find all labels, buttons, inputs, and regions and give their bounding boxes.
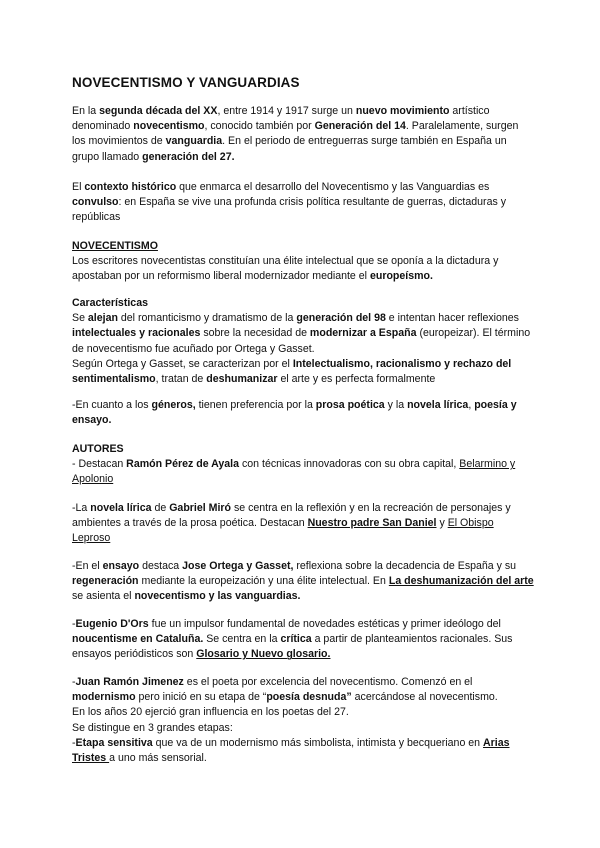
bold-text: generación del 27.	[142, 150, 235, 163]
text: . En el periodo de entreguerras surge también en España un grupo llamado	[72, 135, 507, 163]
text: En la	[72, 105, 100, 117]
text: -	[72, 676, 76, 688]
text: Se centra en la	[203, 633, 281, 646]
generos-paragraph	[72, 398, 534, 428]
text: del romanticismo y dramatismo de la	[117, 312, 297, 325]
section-heading: AUTORES	[72, 443, 124, 455]
text: el arte y es perfecta formalmente	[277, 373, 436, 386]
section-heading: Características	[72, 297, 148, 309]
bold-text: europeísmo.	[369, 270, 433, 283]
text: acercándose al novecentismo.	[351, 691, 498, 704]
bold-text: modernizar a España	[309, 327, 417, 340]
intro-paragraph	[72, 104, 534, 165]
bold-text: prosa poética	[315, 399, 385, 411]
bold-text: poesía y ensayo.	[72, 399, 517, 427]
bold-text: convulso	[72, 196, 119, 209]
text: a partir de planteamientos racionales. Sus ensayos periódisticos son	[72, 633, 513, 661]
bold-text: deshumanizar	[206, 373, 278, 386]
autores-miro	[72, 501, 534, 547]
bold-text: Intelectualismo, racionalismo y rechazo del sentimentalismo	[72, 357, 512, 386]
text: , entre 1914 y 1917 surge un	[217, 105, 356, 117]
text: Se	[72, 312, 88, 325]
text: con técnicas innovadoras con su obra capital,	[239, 458, 460, 471]
text: de	[151, 502, 170, 514]
book-link[interactable]: La deshumanización del arte	[388, 575, 534, 588]
bold-text: modernismo	[72, 691, 136, 704]
bold-text: generación del 98	[296, 312, 386, 325]
bold-text: novecentismo y las vanguardias.	[134, 590, 301, 603]
bold-text: ensayo	[102, 560, 140, 572]
text: En los años 20 ejerció gran influencia en los poetas del 27.	[72, 706, 349, 719]
book-link[interactable]: Nuestro padre San Daniel	[307, 517, 437, 530]
text: a uno más sensorial.	[109, 752, 207, 765]
text: pero inició en su etapa de “	[135, 691, 267, 704]
text: - Destacan	[72, 458, 127, 471]
text: y la	[384, 399, 408, 411]
bold-text: Juan Ramón Jimenez	[75, 676, 184, 688]
text: fue un impulsor fundamental de novedades estéticas y primer ideólogo del	[148, 618, 501, 630]
text: e intentan hacer reflexiones	[385, 312, 519, 325]
text: que va de un modernismo más simbolista, intimista y becqueriano en	[152, 736, 484, 749]
book-link[interactable]: Arias Tristes	[72, 736, 510, 765]
text: artístico denominado	[72, 105, 490, 133]
text: Se distingue en 3 grandes etapas:	[72, 721, 233, 734]
bold-text: regeneración	[72, 575, 139, 588]
section-heading: NOVECENTISMO	[72, 240, 158, 252]
bold-text: novecentismo	[133, 120, 205, 133]
text: . Paralelamente, surgen los movimientos de	[72, 120, 519, 148]
autores-ayala	[72, 442, 534, 488]
bold-text: Gabriel Miró	[169, 502, 231, 514]
bold-text: novela lírica	[90, 502, 152, 514]
text: se centra en la reflexión y en la recreación de personajes y ambientes a través de la prosa poética. Destacan	[72, 502, 511, 530]
text: Los escritores novecentistas constituían una élite intelectual que se oponía a la dictadura y apostaban por un reformismo liberal modernizador mediante el	[72, 255, 499, 283]
text: -En cuanto a los	[72, 399, 152, 411]
book-link[interactable]: Belarmino y Apolonio	[72, 458, 516, 486]
text: : en España se vive una profunda crisis política resultante de guerras, dictaduras y repúblicas	[72, 196, 506, 224]
bold-text: Eugenio D'Ors	[75, 618, 149, 630]
text: ,	[468, 399, 475, 411]
text: El	[72, 181, 85, 193]
bold-text: contexto histórico	[84, 181, 177, 193]
text: mediante la europeización y una élite intelectual. En	[138, 575, 389, 588]
bold-text: poesía desnuda”	[266, 691, 352, 704]
bold-text: alejan	[87, 312, 118, 325]
book-link[interactable]: Glosario y Nuevo glosario.	[196, 648, 331, 661]
book-link[interactable]: El Obispo Leproso	[72, 517, 494, 545]
autores-ortega	[72, 559, 534, 605]
bold-text: nuevo movimiento	[355, 105, 450, 117]
text: (europeizar). El término de novecentismo fue acuñado por Ortega y Gasset.	[72, 327, 531, 355]
bold-text: novela lírica	[407, 399, 469, 411]
text: -	[72, 618, 76, 630]
text: -En el	[72, 560, 103, 572]
autores-jimenez	[72, 675, 534, 766]
bold-text: vanguardia	[165, 135, 223, 148]
text: es el poeta por excelencia del novecentismo. Comenzó en el	[183, 676, 473, 688]
text: destaca	[139, 560, 183, 572]
bold-text: Ramón Pérez de Ayala	[126, 458, 240, 471]
bold-text: Generación del 14	[314, 120, 406, 133]
autores-dors	[72, 617, 534, 663]
bold-text: géneros,	[151, 399, 196, 411]
context-paragraph	[72, 180, 534, 226]
text: tienen preferencia por la	[195, 399, 316, 411]
text: y	[436, 517, 448, 530]
text: se asienta el	[72, 590, 135, 603]
text: sobre la necesidad de	[200, 327, 310, 340]
text: , tratan de	[155, 373, 207, 386]
text: que enmarca el desarrollo del Novecentismo y las Vanguardias es	[176, 181, 490, 193]
bold-text: intelectuales y racionales	[72, 327, 201, 340]
text: Según Ortega y Gasset, se caracterizan por el	[72, 357, 293, 370]
caracteristicas-section	[72, 296, 534, 387]
novecentismo-section	[72, 239, 534, 285]
bold-text: crítica	[280, 633, 312, 646]
page-title: NOVECENTISMO Y VANGUARDIAS	[72, 75, 300, 90]
bold-text: segunda década del XX	[99, 105, 218, 117]
text: , conocido también por	[204, 120, 315, 133]
text: reflexiona sobre la decadencia de España y su	[293, 560, 517, 572]
text: -	[72, 736, 76, 749]
bold-text: noucentisme en Cataluña.	[72, 633, 204, 646]
bold-text: Jose Ortega y Gasset,	[182, 560, 294, 572]
text: -La	[72, 502, 91, 514]
bold-text: Etapa sensitiva	[75, 736, 153, 749]
